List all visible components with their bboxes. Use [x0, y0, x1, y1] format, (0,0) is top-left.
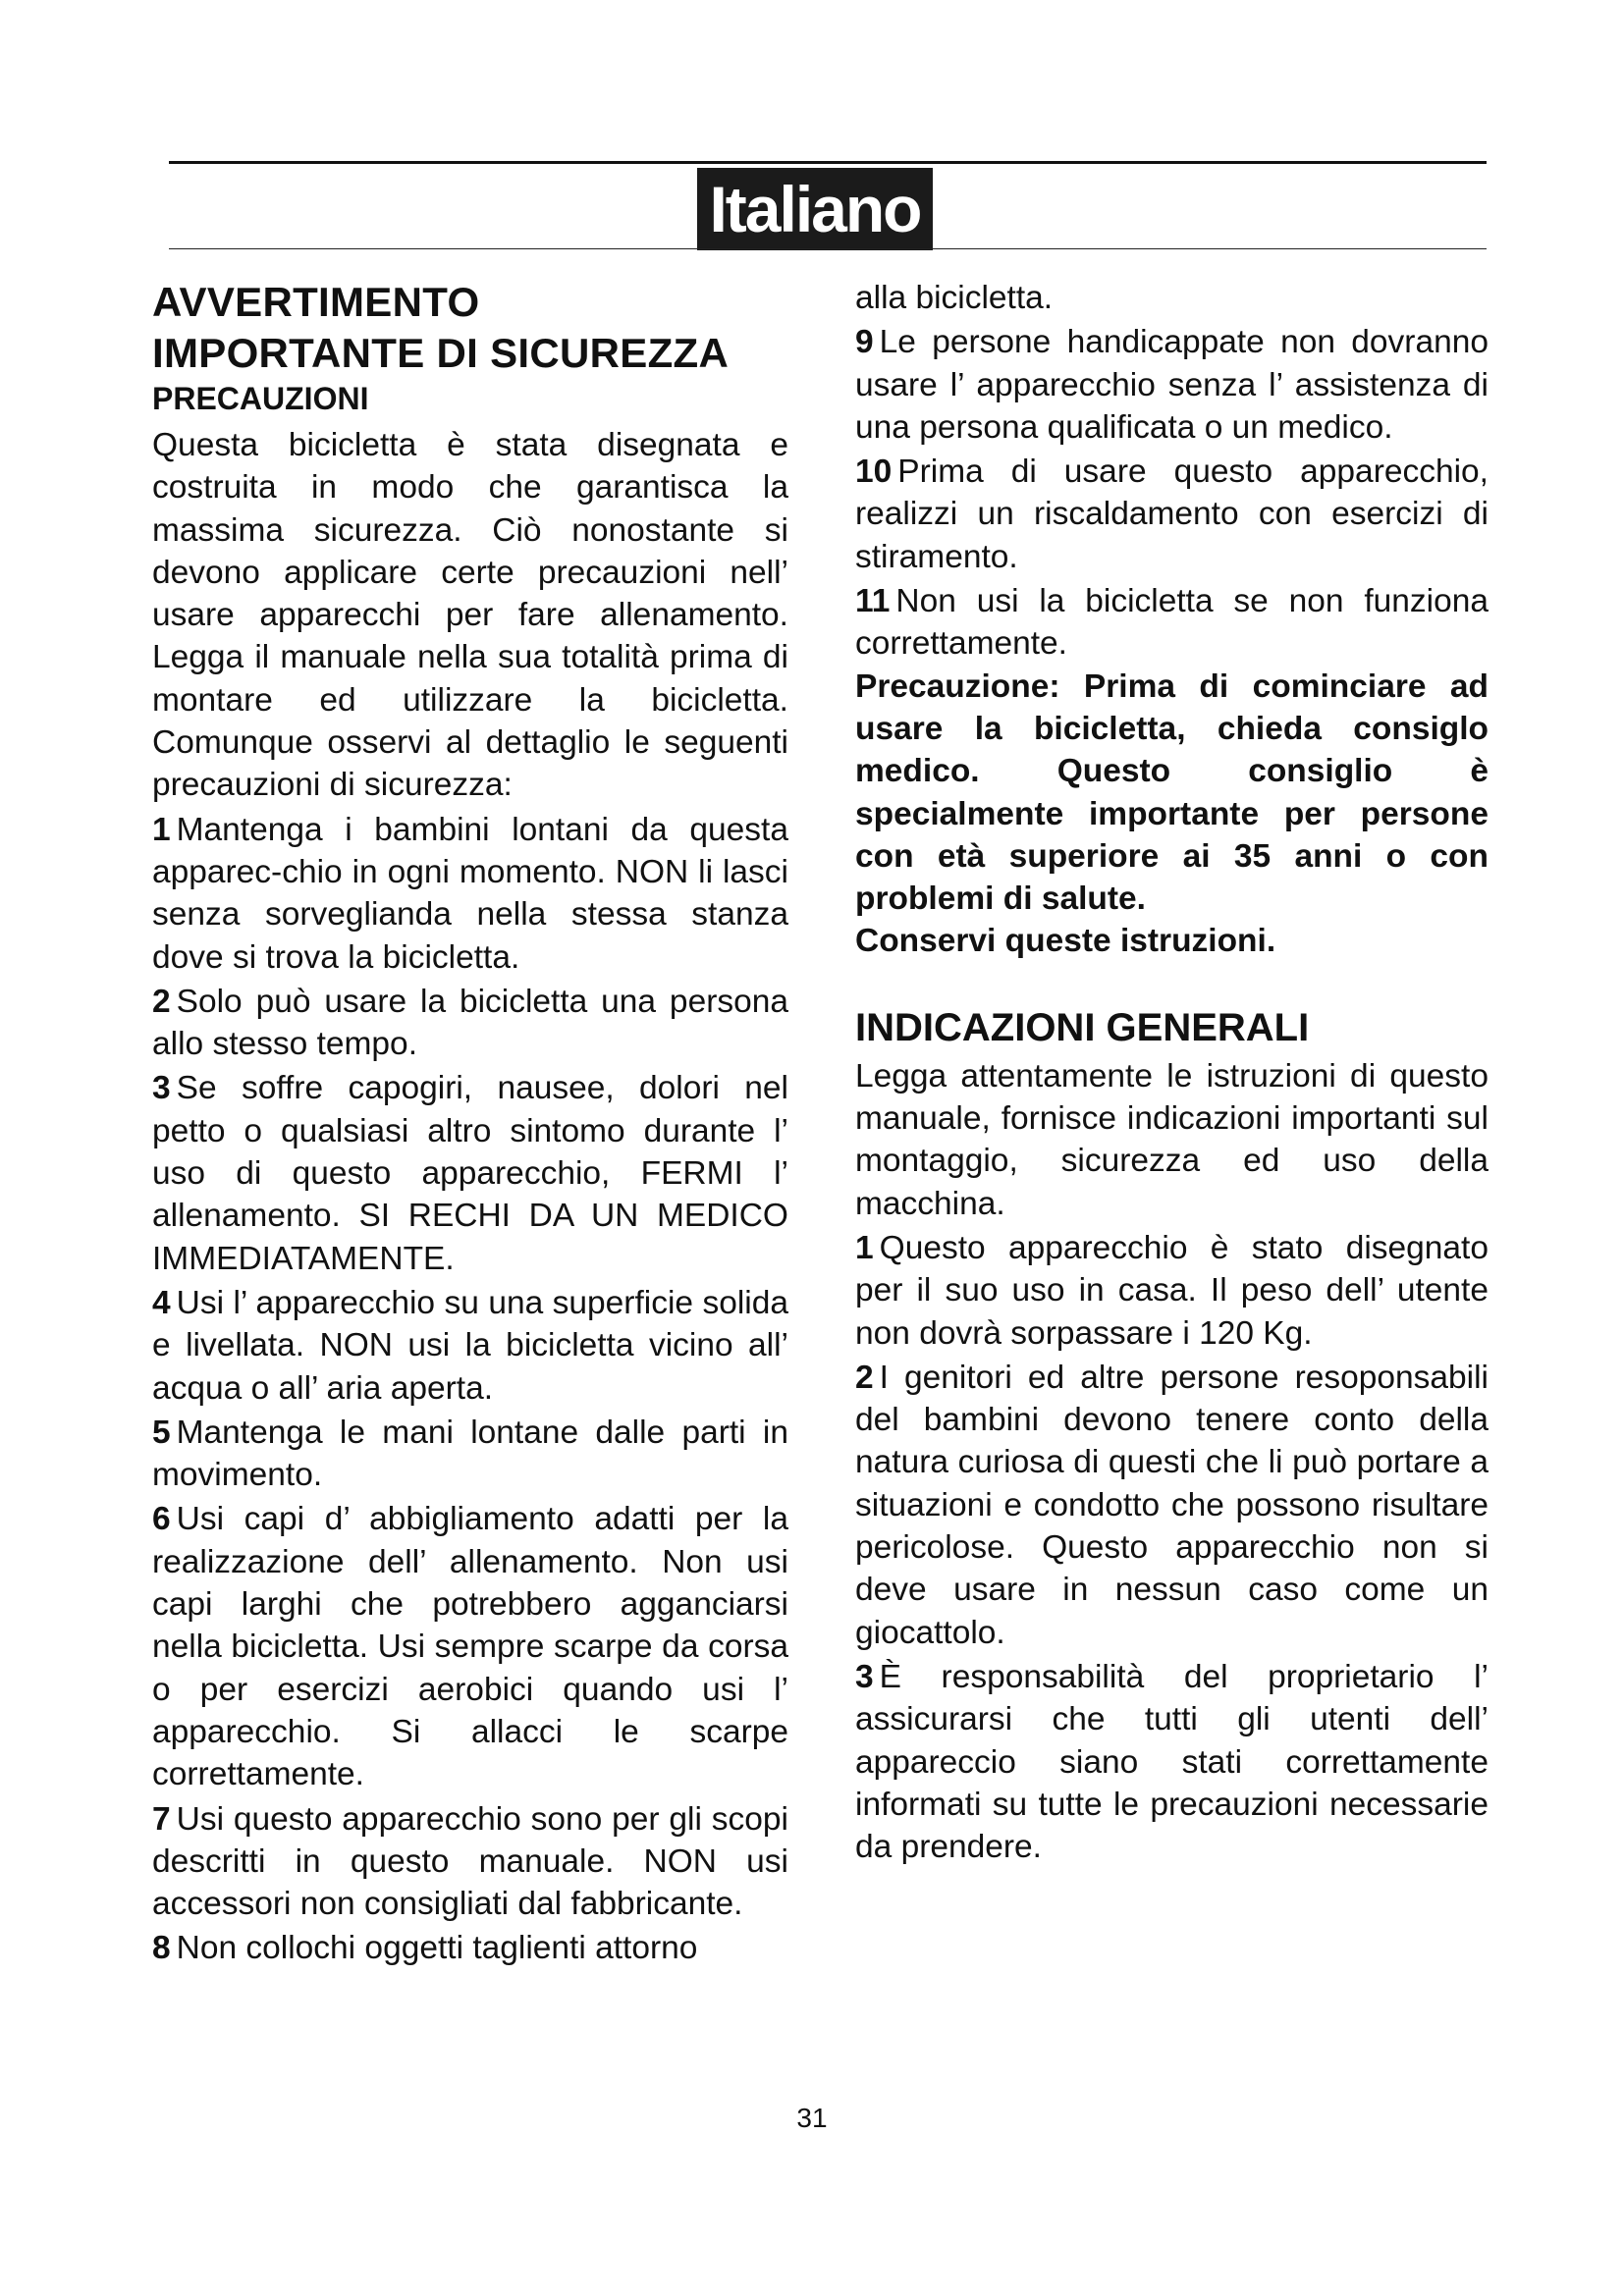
- list-item: [152, 1412, 788, 1497]
- item-text: I genitori ed altre persone resoponsabili del bambini devono tenere conto della natura curiosa di questi che li può portare a situazioni e condotto che possono risultare pericolose. Questo apparecchio non si deve usare in nessun caso come un giocattolo.: [855, 1359, 1489, 1651]
- item-number: 9: [855, 324, 874, 361]
- list-item: [855, 1656, 1489, 1868]
- item-text: Solo può usare la bicicletta una persona allo stesso tempo.: [152, 983, 788, 1063]
- item-text: Usi capi d’ abbigliamento adatti per la realizzazione dell’ allenamento. Non usi capi larghi che potrebbero agganciarsi nella bicicletta. Usi sempre scarpe da corsa o per esercizi aerobici quando usi l’ apparecchio. Si allacci le scarpe correttamente.: [152, 1501, 788, 1793]
- item-number: 5: [152, 1414, 171, 1451]
- item-text: Non usi la bicicletta se non funziona correttamente.: [855, 583, 1489, 663]
- list-item: [855, 580, 1489, 666]
- item-text: Se soffre capogiri, nausee, dolori nel petto o qualsiasi altro sintomo durante l’ uso di questo apparecchio, FERMI l’ allenamento. SI RECHI DA UN MEDICO IMMEDIATAMENTE.: [152, 1070, 788, 1277]
- item-number: 1: [152, 811, 171, 848]
- language-badge: Italiano: [697, 168, 933, 250]
- item-number: 3: [152, 1070, 171, 1107]
- item-text: È responsabilità del proprietario l’ assicurarsi che tutti gli utenti dell’ apparеccio siano stati correttamente informati su tutte le precauzioni necessarie da prendere.: [855, 1658, 1489, 1866]
- item-number: 10: [855, 454, 893, 491]
- list-item: [152, 1282, 788, 1410]
- list-item: [855, 321, 1489, 449]
- item-text: Mantenga i bambini lontani da questa apparec-chio in ogni momento. NON li lasci senza sorveglianda nella stessa stanza dove si trova la bicicletta.: [152, 811, 788, 976]
- left-column: [152, 277, 788, 1970]
- item-number: 6: [152, 1501, 171, 1538]
- page-number: 31: [796, 2103, 828, 2133]
- list-item: [152, 809, 788, 979]
- item-text: Prima di usare questo apparecchio, realizzi un riscaldamento con esercizi di stiramento.: [855, 454, 1489, 575]
- general-intro-paragraph: Legga attentamente le istruzioni di questo manuale, fornisce indicazioni importanti sul montaggio, sicurezza ed uso della macchina.: [855, 1057, 1489, 1222]
- list-item: [152, 1498, 788, 1795]
- item-number: 2: [152, 983, 171, 1020]
- item-text: Le persone handicappate non dovranno usare l’ apparecchio senza l’ assistenza di una persona qualificata o un medico.: [855, 324, 1489, 446]
- general-section-title: INDICAZIONI GENERALI: [855, 1005, 1310, 1049]
- section-subtitle: PRECAUZIONI: [152, 381, 369, 416]
- item-text: Mantenga le mani lontane dalle parti in movimento.: [152, 1414, 788, 1494]
- item-number: 2: [855, 1359, 874, 1396]
- list-item: [855, 1227, 1489, 1355]
- item-text: Usi l’ apparecchio su una superficie solida e livellata. NON usi la bicicletta vicino all’ acqua o all’ aria aperta.: [152, 1284, 788, 1407]
- list-item: [152, 1798, 788, 1926]
- item-number: 7: [152, 1800, 171, 1838]
- keep-instructions-note: Conservi queste istruzioni.: [855, 923, 1276, 960]
- list-item: [152, 1067, 788, 1279]
- item-number: 1: [855, 1229, 874, 1266]
- header-rule-bottom: [169, 248, 1487, 249]
- item-number: 8: [152, 1930, 171, 1967]
- item-text: Usi questo apparecchio sono per gli scopi descritti in questo manuale. NON usi accessori non consigliati dal fabbricante.: [152, 1800, 788, 1923]
- header-rule-top: [169, 161, 1487, 164]
- list-item: [152, 981, 788, 1066]
- list-item: [855, 1357, 1489, 1654]
- item-number: 11: [855, 583, 891, 620]
- item-number: 4: [152, 1284, 171, 1321]
- item-number: 3: [855, 1658, 874, 1695]
- section-title-line1: AVVERTIMENTO: [152, 279, 480, 325]
- right-column: [855, 277, 1489, 1868]
- caution-note: Precauzione: Prima di cominciare ad usare la bicicletta, chieda consiglo medico. Questo consiglio è specialmente importante per persone con età superiore ai 35 anni o con problemi di salute.: [855, 667, 1489, 918]
- item-text: Questo apparecchio è stato disegnato per il suo uso in casa. Il peso dell’ utente non dovrà sorpassare i 120 Kg.: [855, 1229, 1489, 1352]
- section-title-line2: IMPORTANTE DI SICUREZZA: [152, 330, 730, 376]
- list-item: [152, 1927, 788, 1969]
- intro-paragraph: Questa bicicletta è stata disegnata e costruita in modo che garantisca la massima sicurezza. Ciò nonostante si devono applicare certe precauzioni nell’ usare apparecchi per fare allenamento. Legga il manuale nella sua totalità prima di montare ed utilizzare la bicicletta. Comunque osservi al dettaglio le seguenti precauzioni di sicurezza:: [152, 427, 788, 804]
- list-item: [855, 451, 1489, 578]
- item-text: Non collochi oggetti taglienti attorno: [176, 1930, 698, 1967]
- continuation-text: alla bicicletta.: [855, 280, 1054, 316]
